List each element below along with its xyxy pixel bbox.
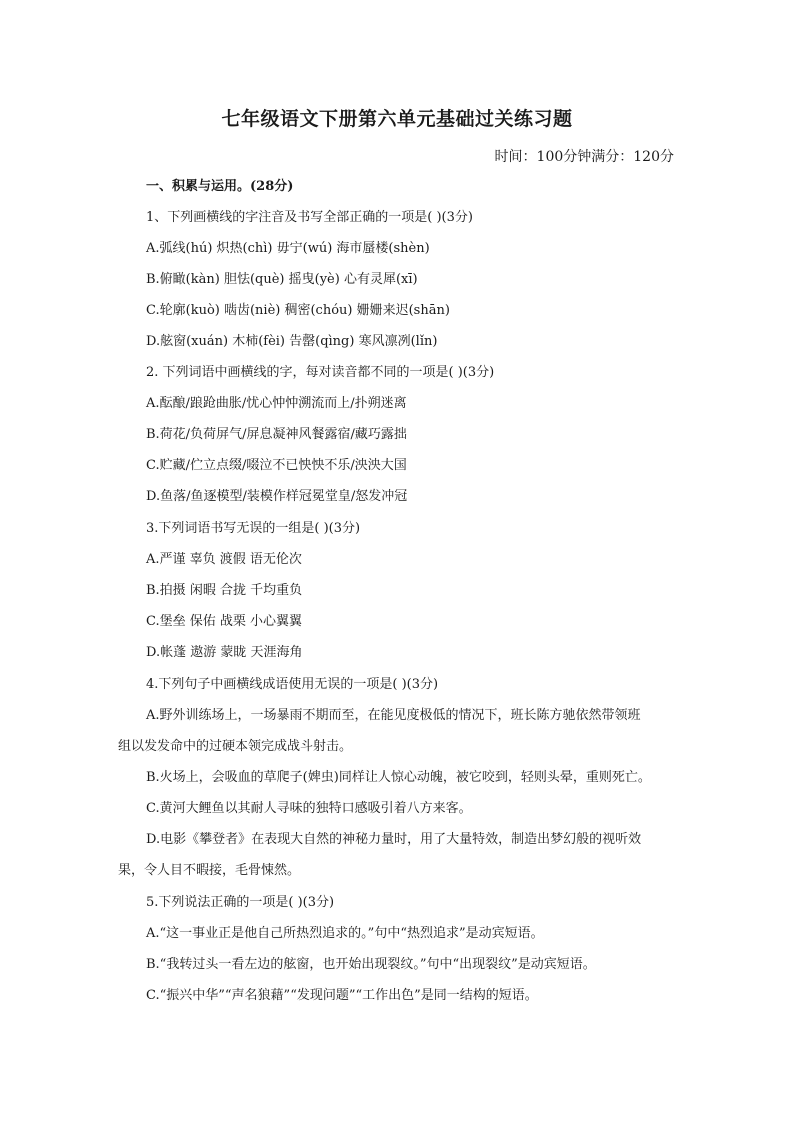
q3-option-b: B.拍摄 闲暇 合拢 千均重负	[146, 583, 303, 598]
q4-option-d-line2: 果，令人目不暇接，毛骨悚然。	[118, 863, 301, 878]
q5-option-c: C.“振兴中华”“声名狼藉”“发现问题”“工作出色”是同一结构的短语。	[146, 988, 538, 1003]
q1-option-a: A.弧线(hú) 炽热(chì) 毋宁(wú) 海市蜃楼(shèn)	[146, 241, 430, 256]
q1-stem: 1、下列画横线的字注音及书写全部正确的一项是( )(3分)	[146, 210, 473, 225]
q4-option-a-line1: A.野外训练场上，一场暴雨不期而至，在能见度极低的情况下，班长陈方驰依然带领班	[146, 708, 641, 723]
q1-option-c: C.轮廓(kuò) 啮齿(niè) 稠密(chóu) 姗姗来迟(shān)	[146, 303, 450, 318]
section-heading: 一、积累与运用。(28分)	[146, 179, 294, 194]
q2-stem: 2. 下列词语中画横线的字，每对读音都不同的一项是( )(3分)	[146, 365, 495, 380]
q2-option-c: C.贮藏/伫立点缀/啜泣不已怏怏不乐/泱泱大国	[146, 458, 407, 473]
q3-option-c: C.堡垒 保佑 战栗 小心翼翼	[146, 614, 303, 629]
q5-option-b: B.“我转过头一看左边的舷窗，也开始出现裂纹。”句中“出现裂纹”是动宾短语。	[146, 957, 596, 972]
document-title: 七年级语文下册第六单元基础过关练习题	[221, 108, 573, 130]
q3-option-a: A.严谨 辜负 渡假 语无伦次	[146, 552, 302, 567]
q1-option-d: D.舷窗(xuán) 木柿(fèi) 告罄(qìng) 寒风凛冽(lǐn)	[146, 334, 438, 349]
q3-stem: 3.下列词语书写无误的一组是( )(3分)	[146, 521, 361, 536]
q3-option-d: D.帐蓬 遨游 蒙眬 天涯海角	[146, 645, 303, 660]
q5-option-a: A.“这一事业正是他自己所热烈追求的。”句中“热烈追求”是动宾短语。	[146, 926, 544, 941]
q4-option-d-line1: D.电影《攀登者》在表现大自然的神秘力量时，用了大量特效，制造出梦幻般的视听效	[146, 832, 642, 847]
q2-option-b: B.荷花/负荷屏气/屏息凝神风餐露宿/藏巧露拙	[146, 427, 407, 442]
q4-option-b: B.火场上，会吸血的草爬子(婢虫)同样让人惊心动魄，被它咬到，轻则头晕，重则死亡。	[146, 770, 651, 785]
q5-stem: 5.下列说法正确的一项是( )(3分)	[146, 895, 335, 910]
q2-option-d: D.鱼落/鱼逐模型/装模作样冠冕堂皇/怒发冲冠	[146, 489, 408, 504]
q4-stem: 4.下列句子中画横线成语使用无误的一项是( )(3分)	[146, 677, 439, 692]
exam-meta: 时间：100分钟满分：120分	[494, 149, 674, 165]
q2-option-a: A.酝酿/踉跄曲胀/忧心忡忡溯流而上/扑朔迷离	[146, 396, 407, 411]
q1-option-b: B.俯瞰(kàn) 胆怯(què) 摇曳(yè) 心有灵犀(xī)	[146, 272, 418, 287]
q4-option-a-line2: 组以发发命中的过硬本领完成战斗射击。	[118, 739, 353, 754]
q4-option-c: C.黄河大鲤鱼以其耐人寻味的独特口感吸引着八方来客。	[146, 801, 472, 816]
